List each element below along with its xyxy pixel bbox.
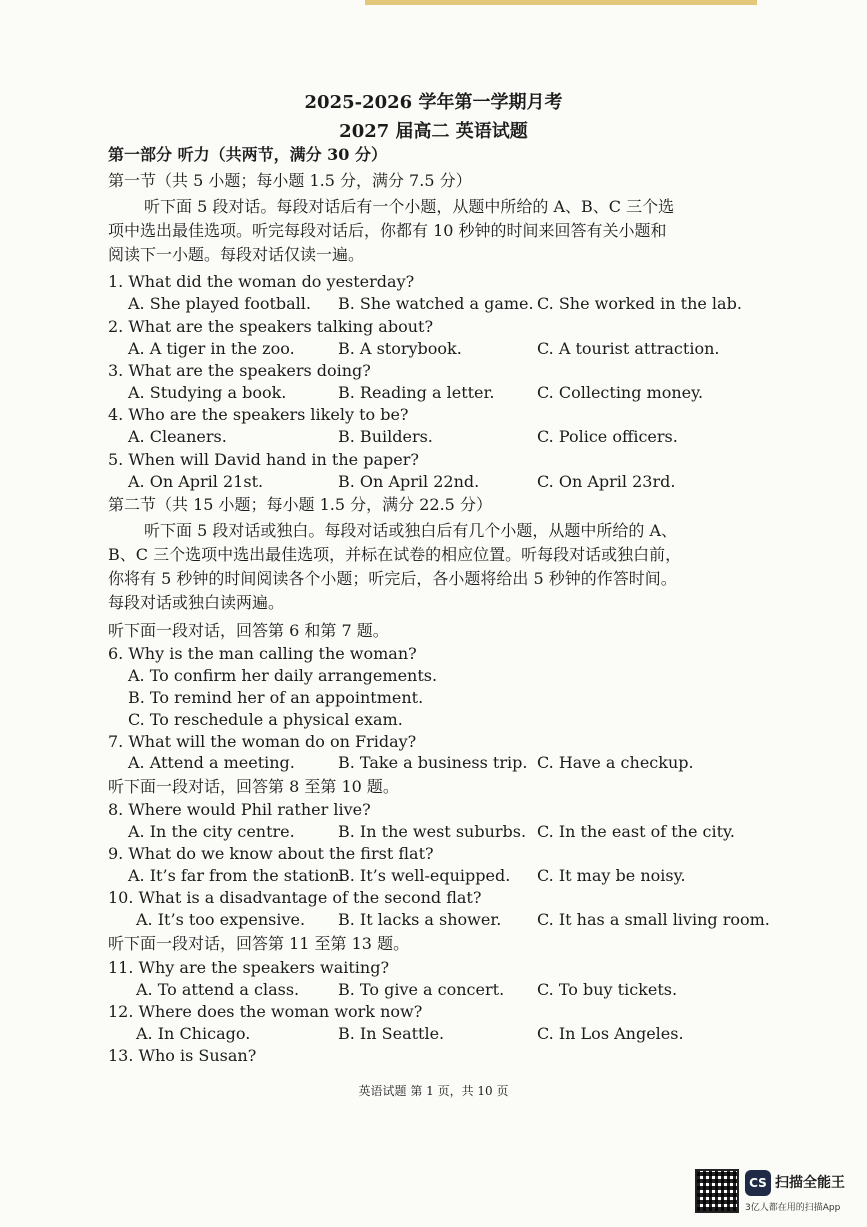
q10-option-b: B. It lacks a shower.	[338, 910, 502, 929]
q6-option-b: B. To remind her of an appointment.	[128, 688, 424, 707]
q11-option-c: C. To buy tickets.	[537, 980, 678, 999]
q10-stem: 10. What is a disadvantage of the second flat?	[108, 888, 482, 907]
exam-subtitle: 2027 届高二 英语试题	[339, 121, 528, 142]
q1-option-a: A. She played football.	[128, 294, 311, 313]
top-edge-strip	[365, 0, 757, 5]
q5-option-c: C. On April 23rd.	[537, 472, 676, 491]
q7-option-b: B. Take a business trip.	[338, 753, 528, 772]
q6-stem: 6. Why is the man calling the woman?	[108, 644, 417, 663]
page-footer: 英语试题 第 1 页，共 10 页	[358, 1084, 509, 1098]
note-q11-q13: 听下面一段对话，回答第 11 至第 13 题。	[108, 934, 410, 953]
section1-instruction-3: 阅读下一小题。每段对话仅读一遍。	[108, 245, 365, 264]
q8-option-c: C. In the east of the city.	[537, 822, 736, 841]
q1-option-c: C. She worked in the lab.	[537, 294, 742, 313]
exam-title: 2025-2026 学年第一学期月考	[304, 92, 563, 113]
q10-option-a: A. It’s too expensive.	[136, 910, 306, 929]
q6-option-a: A. To confirm her daily arrangements.	[128, 666, 438, 685]
q9-option-c: C. It may be noisy.	[537, 866, 686, 885]
q2-option-c: C. A tourist attraction.	[537, 339, 720, 358]
scanner-app-name: 扫描全能王	[775, 1175, 845, 1191]
q8-option-b: B. In the west suburbs.	[338, 822, 527, 841]
q2-stem: 2. What are the speakers talking about?	[108, 317, 434, 336]
q4-option-c: C. Police officers.	[537, 427, 678, 446]
q11-option-a: A. To attend a class.	[136, 980, 300, 999]
q5-stem: 5. When will David hand in the paper?	[108, 450, 419, 469]
q12-option-c: C. In Los Angeles.	[537, 1024, 684, 1043]
q7-option-a: A. Attend a meeting.	[128, 753, 295, 772]
part1-heading: 第一部分 听力（共两节，满分 30 分）	[108, 145, 387, 164]
q1-option-b: B. She watched a game.	[338, 294, 534, 313]
scanner-logo-icon: CS	[745, 1170, 771, 1196]
q5-option-a: A. On April 21st.	[128, 472, 264, 491]
q2-option-b: B. A storybook.	[338, 339, 462, 358]
q2-option-a: A. A tiger in the zoo.	[128, 339, 295, 358]
section1-instruction-1: 听下面 5 段对话。每段对话后有一个小题，从题中所给的 A、B、C 三个选	[144, 197, 675, 216]
q5-option-b: B. On April 22nd.	[338, 472, 480, 491]
q9-option-a: A. It’s far from the station.	[128, 866, 345, 885]
q12-stem: 12. Where does the woman work now?	[108, 1002, 423, 1021]
section2-instruction-2: B、C 三个选项中选出最佳选项，并标在试卷的相应位置。听每段对话或独白前，	[108, 545, 682, 564]
q3-option-b: B. Reading a letter.	[338, 383, 495, 402]
q4-stem: 4. Who are the speakers likely to be?	[108, 405, 409, 424]
qr-code-icon	[695, 1169, 739, 1213]
section2-heading: 第二节（共 15 小题；每小题 1.5 分，满分 22.5 分）	[108, 495, 492, 514]
q13-stem: 13. Who is Susan?	[108, 1046, 257, 1065]
note-q8-q10: 听下面一段对话，回答第 8 至第 10 题。	[108, 777, 399, 796]
scanner-tagline: 3亿人都在用的扫描App	[745, 1203, 841, 1213]
q3-stem: 3. What are the speakers doing?	[108, 361, 371, 380]
q7-stem: 7. What will the woman do on Friday?	[108, 732, 417, 751]
q12-option-b: B. In Seattle.	[338, 1024, 445, 1043]
q1-stem: 1. What did the woman do yesterday?	[108, 272, 415, 291]
q8-stem: 8. Where would Phil rather live?	[108, 800, 371, 819]
q11-option-b: B. To give a concert.	[338, 980, 505, 999]
q4-option-a: A. Cleaners.	[128, 427, 227, 446]
note-q6-q7: 听下面一段对话，回答第 6 和第 7 题。	[108, 621, 389, 640]
q3-option-c: C. Collecting money.	[537, 383, 704, 402]
q8-option-a: A. In the city centre.	[128, 822, 295, 841]
section2-instruction-4: 每段对话或独白读两遍。	[108, 593, 285, 612]
q10-option-c: C. It has a small living room.	[537, 910, 770, 929]
q6-option-c: C. To reschedule a physical exam.	[128, 710, 403, 729]
section1-instruction-2: 项中选出最佳选项。听完每段对话后，你都有 10 秒钟的时间来回答有关小题和	[108, 221, 667, 240]
q9-stem: 9. What do we know about the first flat?	[108, 844, 434, 863]
q4-option-b: B. Builders.	[338, 427, 433, 446]
section2-instruction-1: 听下面 5 段对话或独白。每段对话或独白后有几个小题，从题中所给的 A、	[144, 521, 677, 540]
q11-stem: 11. Why are the speakers waiting?	[108, 958, 390, 977]
q7-option-c: C. Have a checkup.	[537, 753, 694, 772]
q9-option-b: B. It’s well-equipped.	[338, 866, 511, 885]
section1-heading: 第一节（共 5 小题；每小题 1.5 分，满分 7.5 分）	[108, 171, 472, 190]
q3-option-a: A. Studying a book.	[128, 383, 287, 402]
q12-option-a: A. In Chicago.	[136, 1024, 251, 1043]
section2-instruction-3: 你将有 5 秒钟的时间阅读各个小题；听完后，各小题将给出 5 秒钟的作答时间。	[108, 569, 677, 588]
